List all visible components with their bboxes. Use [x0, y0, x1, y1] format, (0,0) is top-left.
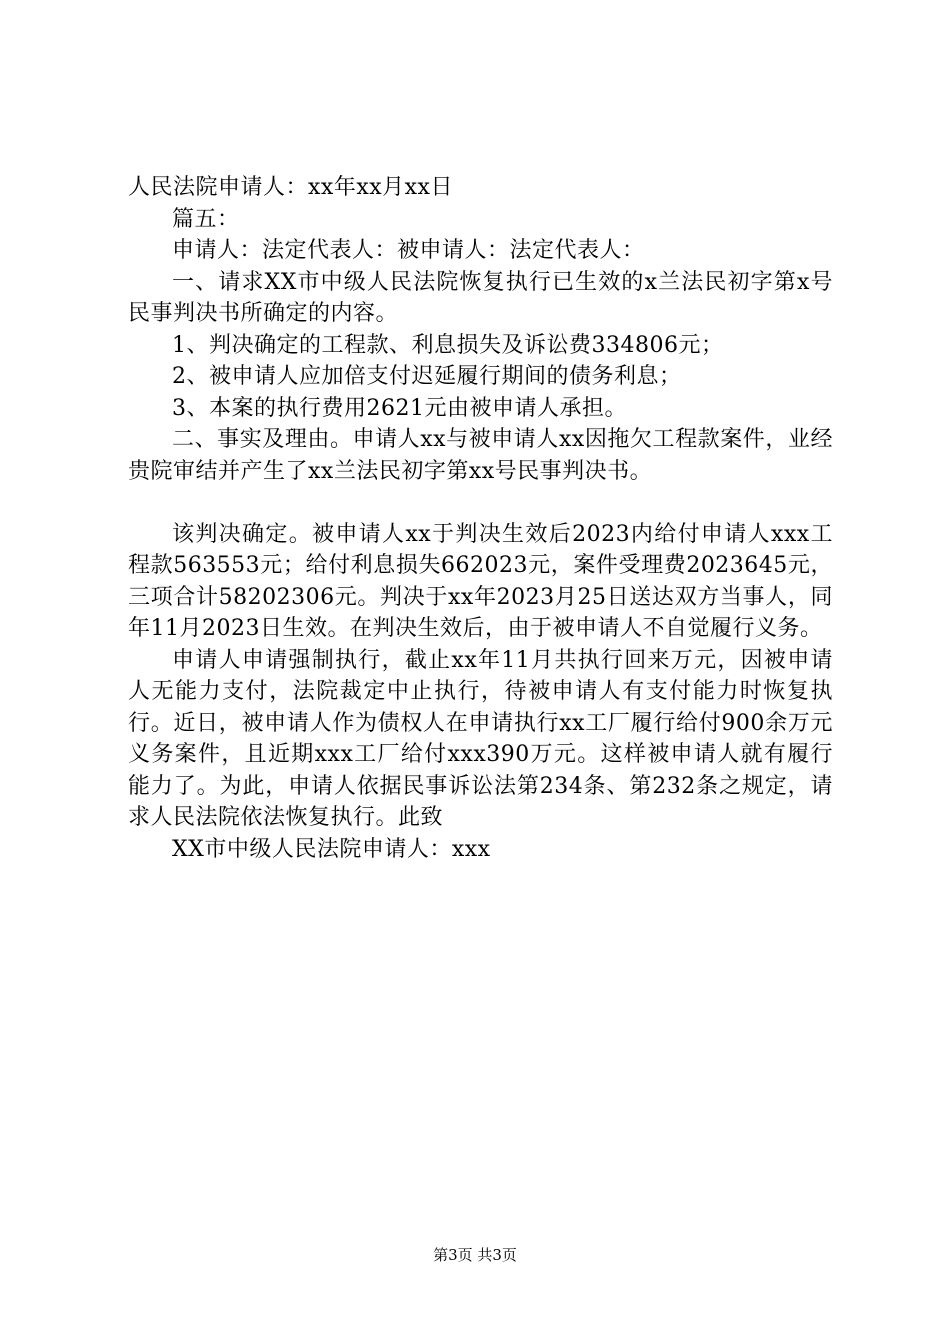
paragraph-item-1: 1、判决确定的工程款、利息损失及诉讼费334806元；: [172, 332, 724, 358]
paragraph-item-2: 2、被申请人应加倍支付迟延履行期间的债务利息；: [172, 364, 682, 389]
paragraph-signature-date: 人民法院申请人：xx年xx月xx日: [128, 175, 453, 200]
paragraph-facts-reasons: 二、事实及理由。申请人xx与被申请人xx因拖欠工程款案件，业经贵院审结并产生了xx兰法民初字第xx号民事判决书。: [128, 427, 833, 484]
paragraph-request: 一、请求XX市中级人民法院恢复执行已生效的x兰法民初字第x号民事判决书所确定的内容。: [128, 269, 833, 326]
paragraph-item-3: 3、本案的执行费用2621元由被申请人承担。: [172, 395, 627, 421]
paragraph-enforcement: 申请人申请强制执行，截止xx年11月共执行回来万元，因被申请人无能力支付，法院裁定中止执行，待被申请人有支付能力时恢复执行。近日，被申请人作为债权人在申请执行xx工厂履行给付900余万元义务案件，且近期xxx工厂给付xxx390万元。这样被申请人就有履行能力了。为此，申请人依据民事诉讼法第234条、第232条之规定，请求人民法院依法恢复执行。此致: [128, 647, 833, 830]
document-body: [128, 172, 833, 865]
paragraph-judgment: 该判决确定。被申请人xx于判决生效后2023内给付申请人xxx工程款563553元；给付利息损失662023元，案件受理费2023645元，三项合计58202306元。判决于xx年2023月25日送达双方当事人，同年11月2023日生效。在判决生效后，由于被申请人不自觉履行义务。: [128, 521, 833, 641]
paragraph-parties: 申请人：法定代表人：被申请人：法定代表人：: [172, 238, 645, 263]
paragraph-closing: XX市中级人民法院申请人：xxx: [172, 836, 491, 862]
paragraph-section-heading: 篇五：: [172, 206, 240, 232]
page-footer: 第3页 共3页: [433, 1246, 517, 1264]
